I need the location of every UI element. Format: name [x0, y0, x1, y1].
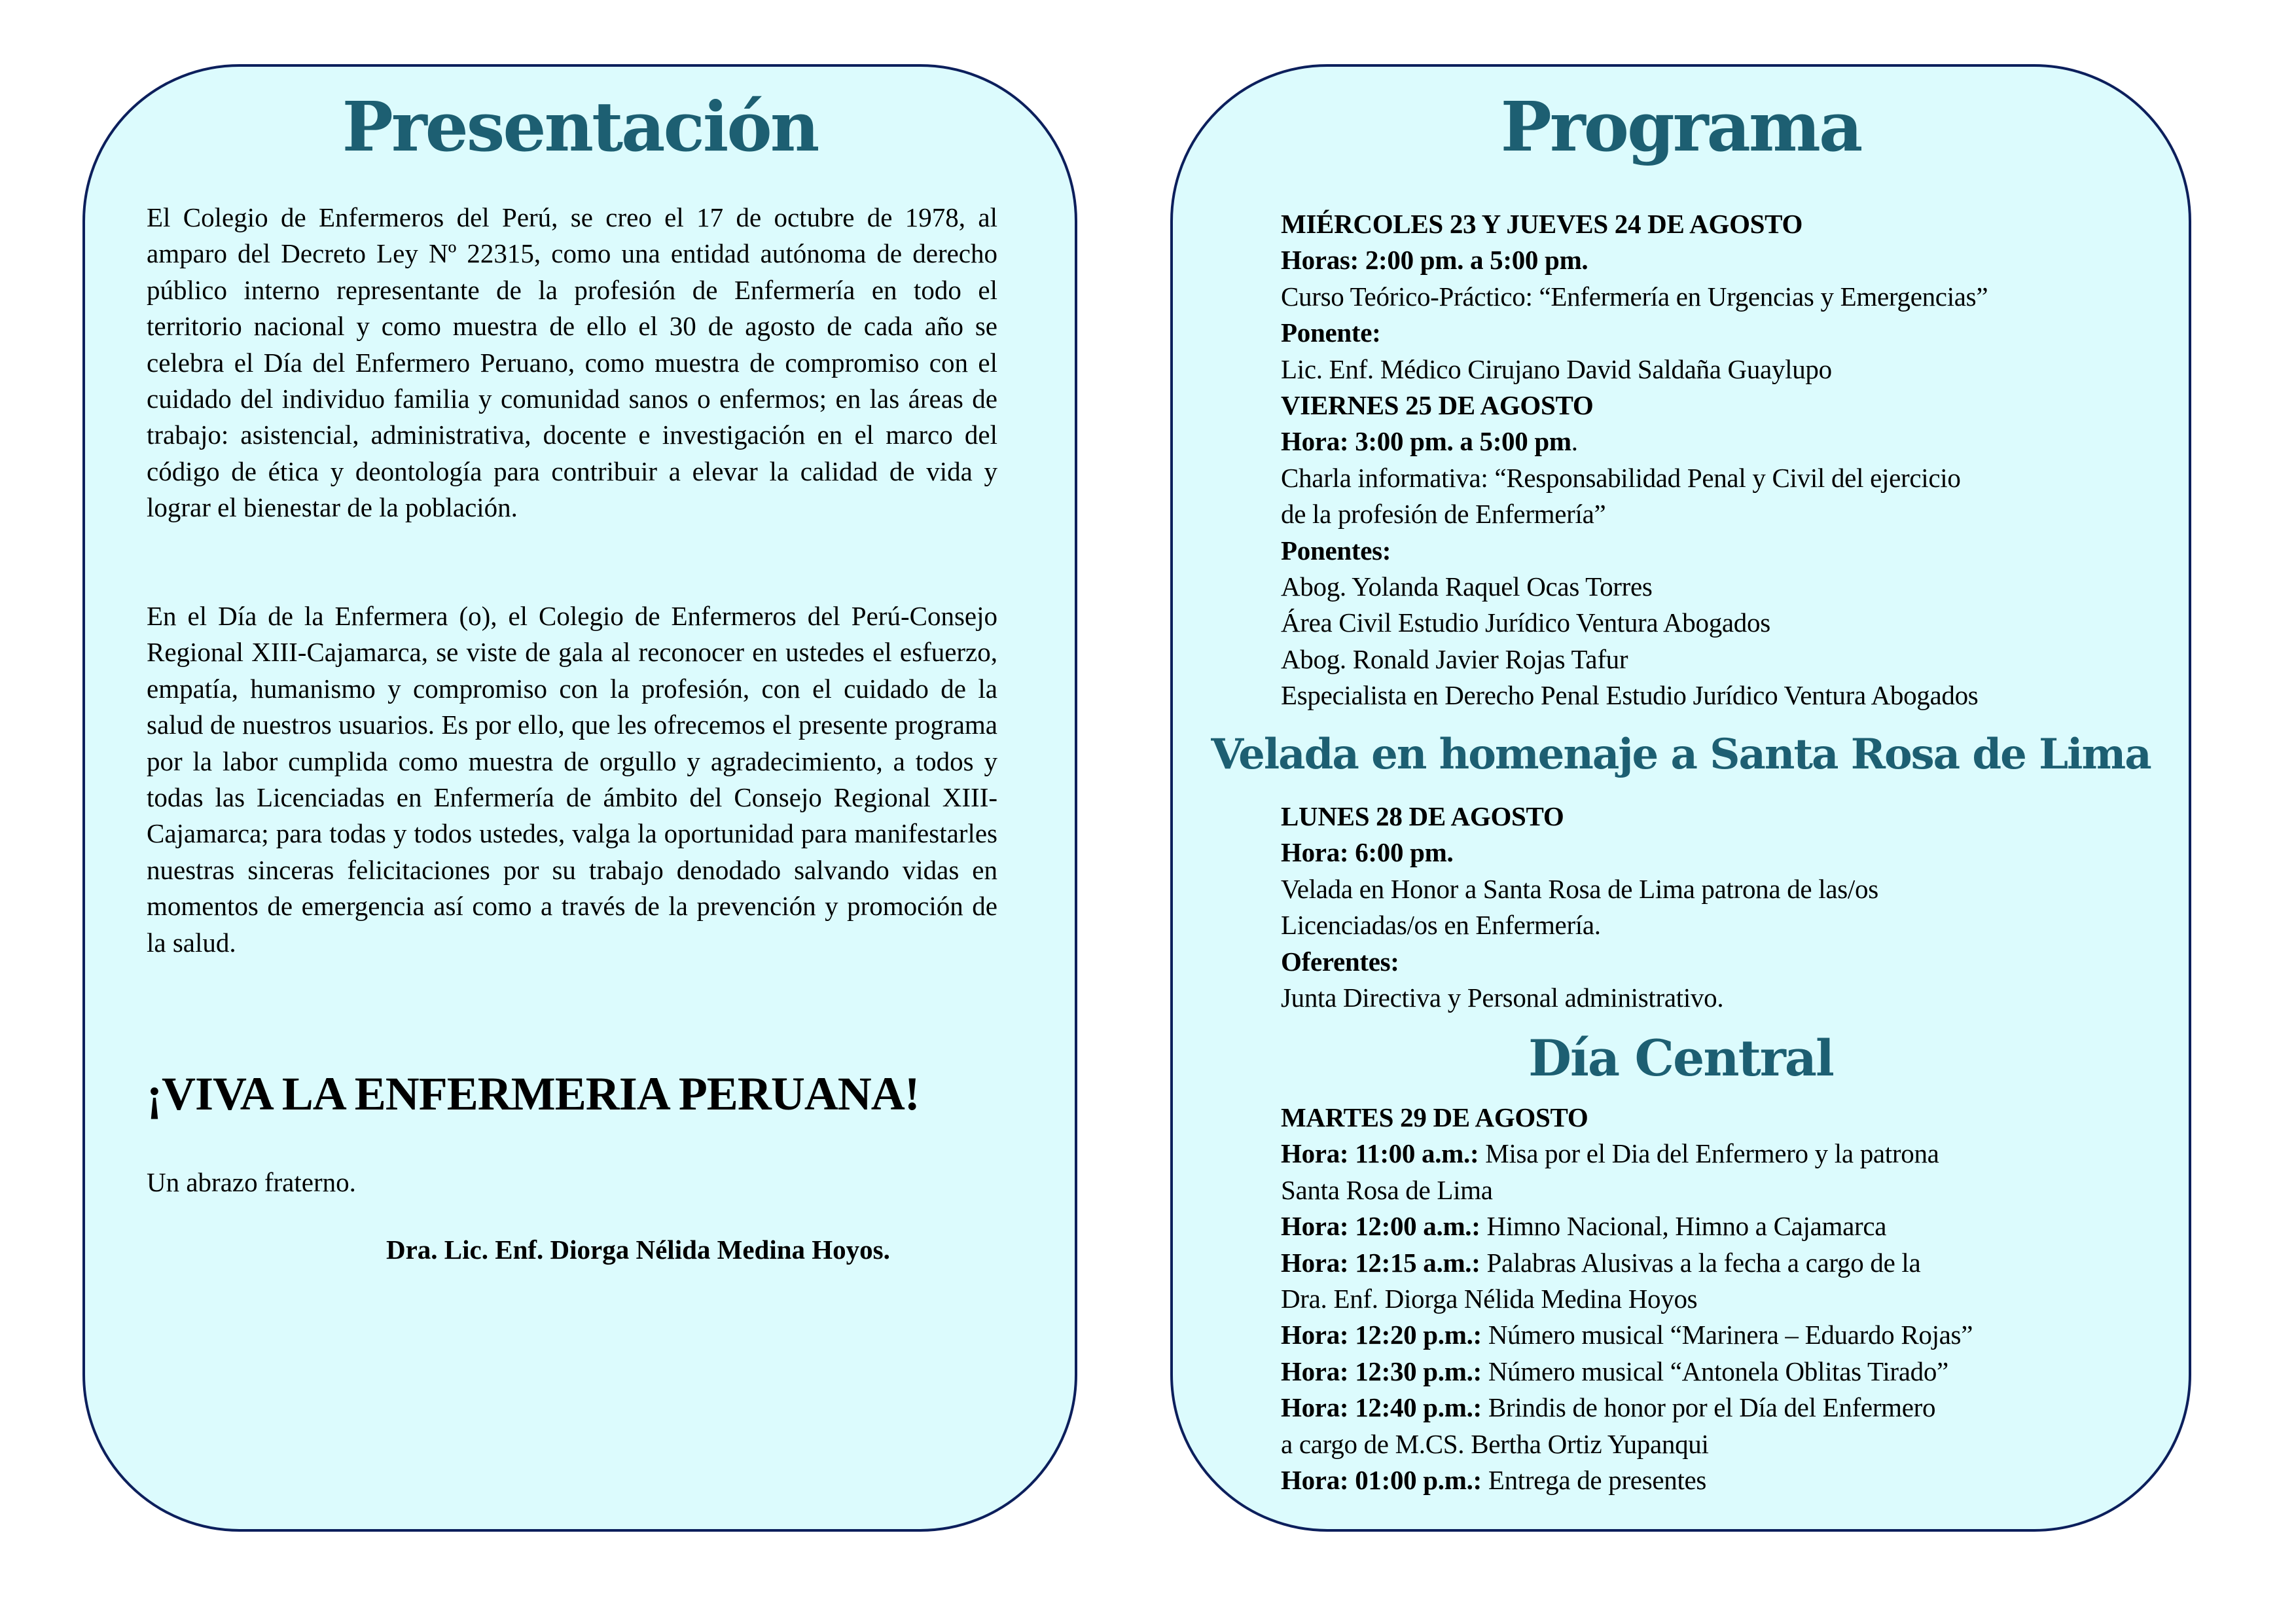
- program-line: [1281, 799, 2184, 835]
- program-line-text: Número musical “Marinera – Eduardo Rojas”: [1481, 1320, 1973, 1350]
- program-line: [1281, 242, 2184, 278]
- program-line: [1281, 315, 2184, 351]
- program-block-1: [1281, 206, 2184, 713]
- program-line-bold: Ponentes:: [1281, 535, 1391, 566]
- presentacion-paragraph-1: El Colegio de Enfermeros del Perú, se creo el 17 de octubre de 1978, al amparo del Decreto Ley Nº 22315, como una entidad autónoma de derecho público interno representante de la profesión de Enfermería en todo el territorio nacional y como muestra de ello el 30 de agosto de cada año se celebra el Día del Enfermero Peruano, como muestra de compromiso con el cuidado del individuo familia y comunidad sanos o enfermos; en las áreas de trabajo: asistencial, administrativa, docente e investigación en el marco del código de ética y deontología para contribuir a elevar la calidad de vida y lograr el bienestar de la población.: [147, 202, 997, 523]
- program-line-bold: MARTES 29 DE AGOSTO: [1281, 1102, 1588, 1132]
- slogan: ¡VIVA LA ENFERMERIA PERUANA!: [147, 1068, 920, 1120]
- program-block-2: [1281, 799, 2184, 1016]
- program-line: [1281, 835, 2184, 871]
- program-line-bold: Hora: 12:15 a.m.:: [1281, 1247, 1480, 1278]
- program-line-text: Entrega de presentes: [1481, 1464, 1707, 1495]
- program-line: [1281, 944, 2184, 980]
- program-line: [1281, 1354, 2184, 1390]
- program-line: [1281, 533, 2184, 569]
- program-line-bold: Oferentes:: [1281, 946, 1399, 977]
- program-line-text: a cargo de M.CS. Bertha Ortiz Yupanqui: [1281, 1428, 1709, 1459]
- program-line: [1281, 1208, 2184, 1244]
- program-line-text: .: [1571, 426, 1578, 457]
- presentacion-paragraph-2: En el Día de la Enfermera (o), el Colegio de Enfermeros del Perú-Consejo Regional XIII-Cajamarca, se viste de gala al reconocer en ustedes el esfuerzo, empatía, humanismo y compromiso con la profesión, con el cuidado de la salud de nuestros usuarios. Es por ello, que les ofrecemos el presente programa por la labor cumplida como muestra de orgullo y agradecimiento, a todos y todas las Licenciadas en Enfermería de ámbito del Consejo Regional XIII-Cajamarca; para todas y todos ustedes, valga la oportunidad para manifestarles nuestras sinceras felicitaciones por su trabajo denodado salvando vidas en momentos de emergencia así como a través de la prevención y promoción de la salud.: [147, 601, 997, 958]
- program-line-text: de la profesión de Enfermería”: [1281, 499, 1606, 530]
- program-line-bold: MIÉRCOLES 23 Y JUEVES 24 DE AGOSTO: [1281, 209, 1803, 239]
- program-line: [1281, 980, 2184, 1016]
- program-line-text: Brindis de honor por el Día del Enfermero: [1481, 1392, 1936, 1423]
- program-line: [1281, 1426, 2184, 1462]
- program-line-text: Misa por el Dia del Enfermero y la patrona: [1479, 1138, 1939, 1169]
- program-line-text: Área Civil Estudio Jurídico Ventura Abogados: [1281, 607, 1770, 638]
- program-line-text: Especialista en Derecho Penal Estudio Jurídico Ventura Abogados: [1281, 680, 1979, 711]
- program-line-text: Junta Directiva y Personal administrativo.: [1281, 982, 1724, 1013]
- program-line-text: Himno Nacional, Himno a Cajamarca: [1480, 1211, 1887, 1242]
- program-line: [1281, 460, 2184, 496]
- program-line: [1281, 1245, 2184, 1281]
- program-line-bold: Ponente:: [1281, 317, 1381, 348]
- program-line-bold: Hora: 12:20 p.m.:: [1281, 1320, 1482, 1350]
- program-line-bold: Hora: 3:00 pm. a 5:00 pm: [1281, 426, 1571, 457]
- program-line-bold: Hora: 12:00 a.m.:: [1281, 1211, 1480, 1242]
- program-line-text: Velada en Honor a Santa Rosa de Lima patrona de las/os: [1281, 873, 1878, 904]
- program-line: [1281, 206, 2184, 242]
- dia-central-title: Día Central: [1528, 1029, 1833, 1087]
- program-line-text: Abog. Ronald Javier Rojas Tafur: [1281, 643, 1628, 674]
- program-line: [1281, 907, 2184, 943]
- program-line-bold: Hora: 01:00 p.m.:: [1281, 1464, 1482, 1495]
- program-line-text: Número musical “Antonela Oblitas Tirado”: [1481, 1356, 1948, 1386]
- program-line: [1281, 641, 2184, 677]
- program-line-bold: Horas: 2:00 pm. a 5:00 pm.: [1281, 245, 1588, 276]
- presentacion-panel: [82, 64, 1077, 1532]
- program-line: [1281, 352, 2184, 388]
- program-line: [1281, 1136, 2184, 1172]
- program-line: [1281, 388, 2184, 424]
- program-line: [1281, 1317, 2184, 1353]
- signature: Dra. Lic. Enf. Diorga Nélida Medina Hoyos.: [386, 1235, 890, 1265]
- program-line: [1281, 1462, 2184, 1498]
- program-line-bold: VIERNES 25 DE AGOSTO: [1281, 389, 1594, 420]
- program-line: [1281, 496, 2184, 532]
- program-line-bold: Hora: 6:00 pm.: [1281, 837, 1454, 868]
- programa-panel: [1170, 64, 2191, 1532]
- program-line: [1281, 1281, 2184, 1317]
- program-line-text: Dra. Enf. Diorga Nélida Medina Hoyos: [1281, 1283, 1698, 1314]
- velada-title: Velada en homenaje a Santa Rosa de Lima: [1211, 730, 2151, 779]
- program-line-text: Abog. Yolanda Raquel Ocas Torres: [1281, 571, 1653, 602]
- program-line: [1281, 1100, 2184, 1136]
- program-line-bold: Hora: 12:40 p.m.:: [1281, 1392, 1482, 1423]
- program-line-text: Curso Teórico-Práctico: “Enfermería en Urgencias y Emergencias”: [1281, 281, 1988, 312]
- program-line-text: Palabras Alusivas a la fecha a cargo de la: [1480, 1247, 1921, 1278]
- program-line-bold: LUNES 28 DE AGOSTO: [1281, 801, 1564, 831]
- program-line-bold: Hora: 11:00 a.m.:: [1281, 1138, 1479, 1169]
- programa-title: Programa: [1500, 86, 1861, 167]
- program-block-3: [1281, 1100, 2184, 1498]
- program-line: [1281, 279, 2184, 315]
- program-line: [1281, 424, 2184, 460]
- program-line-bold: Hora: 12:30 p.m.:: [1281, 1356, 1482, 1386]
- program-line-text: Lic. Enf. Médico Cirujano David Saldaña Guaylupo: [1281, 353, 1832, 384]
- program-line: [1281, 1172, 2184, 1208]
- program-line: [1281, 677, 2184, 713]
- program-line-text: Charla informativa: “Responsabilidad Penal y Civil del ejercicio: [1281, 462, 1961, 493]
- presentacion-title: Presentación: [342, 86, 818, 167]
- program-line: [1281, 1390, 2184, 1426]
- program-line-text: Licenciadas/os en Enfermería.: [1281, 910, 1601, 941]
- closing-text: Un abrazo fraterno.: [147, 1167, 356, 1197]
- program-line: [1281, 871, 2184, 907]
- program-line-text: Santa Rosa de Lima: [1281, 1174, 1493, 1205]
- program-line: [1281, 569, 2184, 605]
- program-line: [1281, 605, 2184, 641]
